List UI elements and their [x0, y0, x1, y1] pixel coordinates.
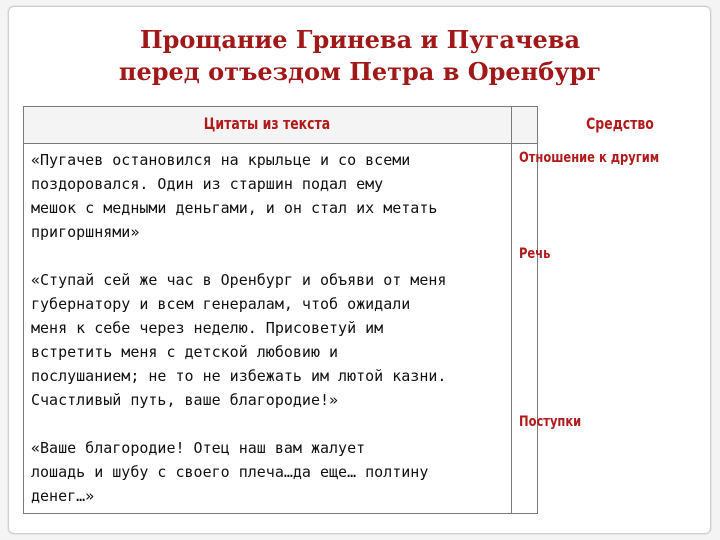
means-actions: Поступки	[519, 414, 582, 430]
quote-3-line: лошадь и шубу с своего плеча…да еще… полтину	[31, 463, 429, 481]
quote-1-line: мешок с медными деньгами, и он стал их метать	[31, 199, 438, 217]
quote-2-line: меня к себе через неделю. Присоветуй им	[31, 319, 384, 337]
title-line-1: Прощание Гринева и Пугачева	[139, 25, 581, 54]
slide-title	[0, 24, 720, 88]
column-divider	[511, 106, 512, 514]
quote-1-line: поздоровался. Один из старшин подал ему	[31, 175, 384, 193]
quote-3-line: «Ваше благородие! Отец наш вам жалует	[31, 439, 366, 457]
means-attitude: Отношение к другим	[519, 150, 660, 166]
quote-2-line: губернатору и всем генералам, чтоб ожидали	[31, 295, 411, 313]
quote-2-line: Счастливый путь, ваше благородие!»	[31, 391, 339, 409]
quote-3	[31, 436, 507, 508]
title-line-2: перед отъездом Петра в Оренбург	[118, 57, 602, 86]
quote-1-line: пригоршнями»	[31, 223, 140, 241]
quote-2	[31, 268, 507, 412]
quote-1	[31, 148, 507, 244]
means-speech: Речь	[519, 246, 551, 262]
quote-1-line: «Пугачев остановился на крыльце и со всеми	[31, 151, 411, 169]
column-header-means: Средство	[586, 114, 654, 133]
quote-2-line: «Ступай сей же час в Оренбург и объяви от меня	[31, 271, 447, 289]
quote-2-line: встретить меня с детской любовию и	[31, 343, 339, 361]
quote-2-line: послушанием; не то не избежать им лютой казни.	[31, 367, 447, 385]
column-header-quotes: Цитаты из текста	[203, 114, 331, 133]
quote-3-line: денег…»	[31, 487, 95, 505]
